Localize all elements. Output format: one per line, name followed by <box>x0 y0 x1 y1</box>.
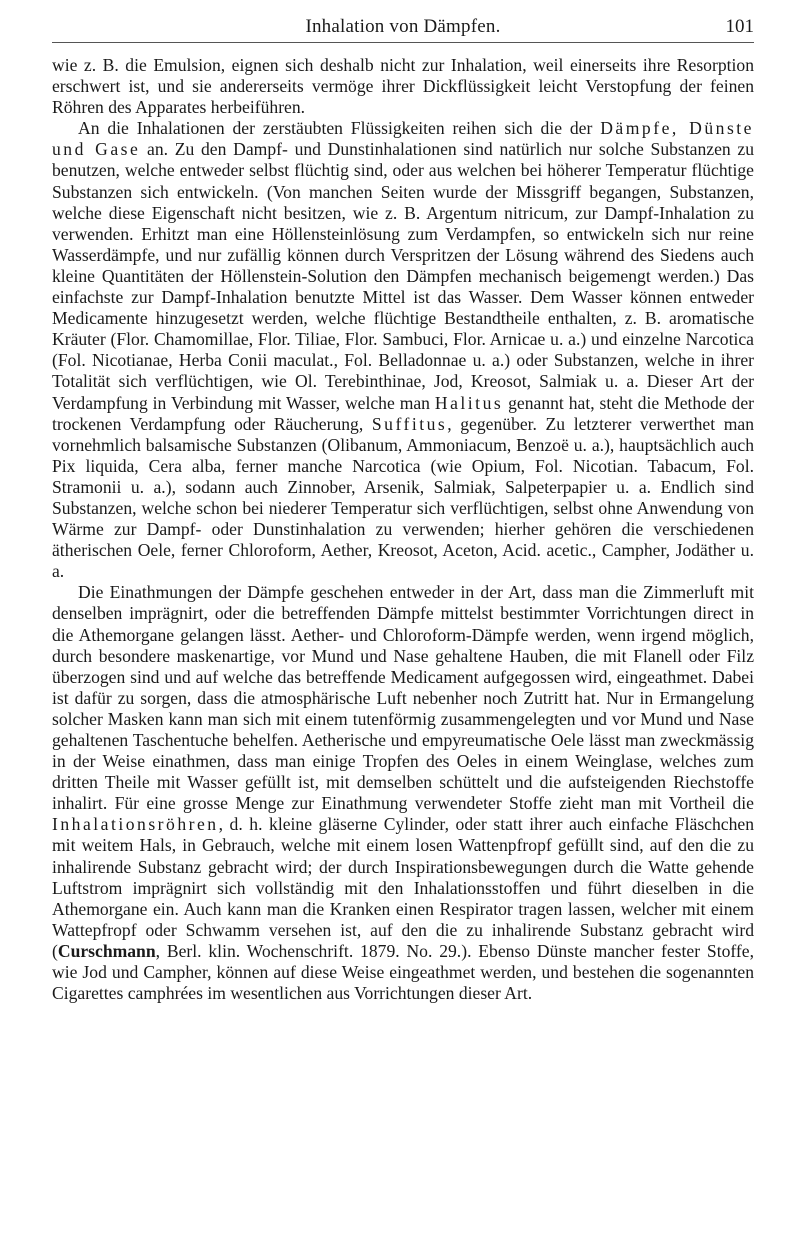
author-citation-curschmann: Curschmann <box>57 940 156 961</box>
paragraph-2-text-a: An die Inhalationen der zerstäubten Flüssigkeiten reihen sich die der <box>78 118 601 139</box>
paragraph-3 <box>52 582 754 1004</box>
paragraph-3-text-a: Die Einathmungen der Dämpfe geschehen entweder in der Art, dass man die Zimmerluft mit denselben imprägnirt, oder die betreffenden Dämpfe mittelst bestimmter Vorrichtungen direct in die Athemorgane gelangen lässt. Aether- und Chloroform-Dämpfe werden, wenn irgend möglich, durch besondere maskenartige, vor Mund und Nase gehaltene Hauben, die mit Flanell oder Filz überzogen sind und auf welche das betreffende Medicament aufgegossen wird, eingeathmet. Dabei ist dafür zu sorgen, dass die atmosphärische Luft nebenher noch Zutritt hat. Nur in Ermangelung solcher Masken kann man sich mit einem tutenförmig zusammengelegten und vor Mund und Nase gehaltenen Taschentuche behelfen. Aetherische und empyreumatische Oele lässt man zweckmässig in der Weise einathmen, dass man einige Tropfen des Oeles in einem Weinglase, welches zum dritten Theile mit Wasser gefüllt ist, mit demselben schüttelt und die aufsteigenden Riechstoffe inhalirt. Für eine grosse Menge zur Einathmung verwendeter Stoffe zieht man mit Vortheil die <box>52 582 754 814</box>
paragraph-1-text: wie z. B. die Emulsion, eignen sich deshalb nicht zur Inhalation, weil einerseits ihre Resorption erschwert ist, und sie andererseits vermöge ihrer Dickflüssigkeit leicht Verstopfung der feinen Röhren des Apparates herbeiführen. <box>52 55 754 118</box>
emphasis-daempfe-duenste-gase: Dämpfe, Dünste und Gase <box>52 118 754 160</box>
paragraph-2-text-c: genannt hat, steht die Methode der trockenen Verdampfung oder Räucherung, <box>52 392 754 434</box>
paragraph-3-text-b: , d. h. kleine gläserne Cylinder, oder statt ihrer auch einfache Fläschchen mit weitem Hals, in Gebrauch, welche mit einem losen Wattenpfropf gefüllt sind, auf den die zu inhalirende Substanz gebracht wird; der durch Inspirationsbewegungen durch die Watte gehende Luftstrom imprägnirt sich vollständig mit den Inhalationsstoffen und führt dieselben in die Athemorgane ein. Auch kann man die Kranken einen Respirator tragen lassen, welcher mit einem Wattepfropf oder Schwamm versehen ist, auf den die zu inhalirende Substanz gebracht wird ( <box>52 814 754 961</box>
paragraph-2 <box>52 118 754 582</box>
running-title: Inhalation von Dämpfen. <box>305 16 501 37</box>
emphasis-halitus: Halitus <box>434 392 504 413</box>
body-text <box>52 55 754 1004</box>
page-header <box>52 12 754 43</box>
paragraph-2-text-b: an. Zu den Dampf- und Dunstinhalationen sind natürlich nur solche Substanzen zu benutzen, welche entweder selbst flüchtig sind, oder aus welchen bei höherer Temperatur flüchtige Substanzen sich entwickeln. (Von manchen Seiten wurde der Missgriff begangen, Substanzen, welche diese Eigenschaft nicht besitzen, wie z. B. Argentum nitricum, zur Dampf-Inhalation zu verwenden. Erhitzt man eine Höllensteinlösung zum Verdampfen, so entwickeln sich nur reine Wasserdämpfe, und nur zufällig können durch Verspritzen der Lösung während des Siedens auch kleine Quantitäten der Höllenstein-Solution den Dämpfen mechanisch beigemengt werden.) Das einfachste zur Dampf-Inhalation benutzte Mittel ist das Wasser. Dem Wasser können entweder Medicamente hinzugesetzt werden, welche flüchtige Bestandtheile enthalten, z. B. aromatische Kräuter (Flor. Chamomillae, Flor. Tiliae, Flor. Sambuci, Flor. Arnicae u. a.) und einzelne Narcotica (Fol. Nicotianae, Herba Conii maculat., Fol. Belladonnae u. a.) oder Substanzen, welche in ihrer Totalität sich verflüchtigen, wie Ol. Terebinthinae, Jod, Kreosot, Salmiak u. a. Dieser Art der Verdampfung in Verbindung mit Wasser, welche man <box>52 139 754 413</box>
page-number: 101 <box>725 16 754 37</box>
emphasis-suffitus: Suffitus <box>371 413 448 434</box>
paragraph-2-text-d: , gegenüber. Zu letzterer verwerthet man vornehmlich balsamische Substanzen (Olibanum, Ammoniacum, Benzoë u. a.), hauptsächlich auch Pix liquida, Cera alba, ferner manche Narcotica (wie Opium, Fol. Nicotian. Tabacum, Fol. Stramonii u. a.), sodann auch Zinnober, Arsenik, Salmiak, Salpeterpapier u. a. Endlich sind Substanzen, welche schon bei niederer Temperatur sich verflüchtigen, selbst ohne Anwendung von Wärme zur Dampf- oder Dunstinhalation zu verwenden; hierher gehören die verschiedenen ätherischen Oele, ferner Chloroform, Aether, Kreosot, Aceton, Acid. acetic., Campher, Jodäther u. a. <box>52 413 755 582</box>
paragraph-3-text-c: , Berl. klin. Wochenschrift. 1879. No. 29.). Ebenso Dünste mancher fester Stoffe, wie Jod und Campher, können auf diese Weise eingeathmet werden, und bestehen die sogenannten Cigarettes camphrées im wesentlichen aus Vorrichtungen dieser Art. <box>52 940 754 1004</box>
emphasis-inhalationsroehren: Inhalationsröhren <box>52 814 219 835</box>
paragraph-1 <box>52 55 754 118</box>
